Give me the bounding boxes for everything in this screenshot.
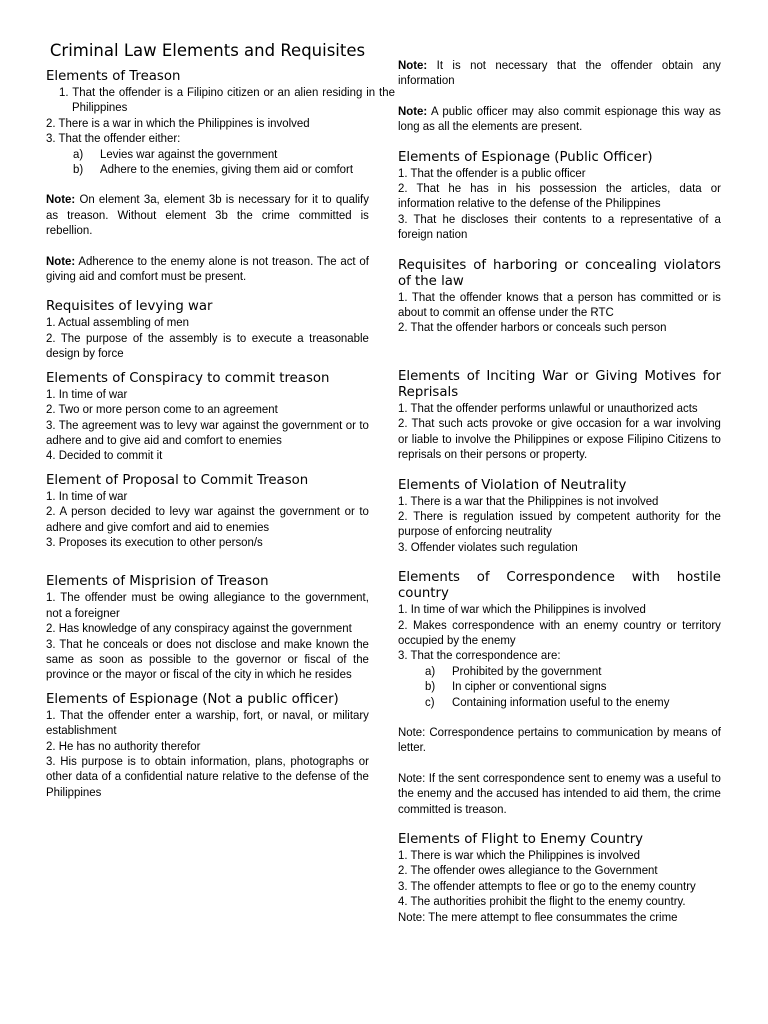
section-espionage-not-public-officer bbox=[46, 692, 369, 800]
list-item: 1. That the offender enter a warship, fort, or naval, or military establishment bbox=[46, 707, 369, 738]
list-item: 1. The offender must be owing allegiance to the government, not a foreigner bbox=[46, 590, 369, 620]
sub-item bbox=[398, 695, 721, 710]
section-conspiracy bbox=[46, 371, 369, 464]
list-item: 1. In time of war bbox=[46, 386, 128, 401]
list-item: 2. He has no authority therefor bbox=[46, 738, 201, 753]
list-item: 2. Makes correspondence with an enemy country or territory occupied by the enemy bbox=[398, 617, 721, 647]
list-item: 3. The agreement was to levy war against the government or to adhere and to give aid and comfort to enemies bbox=[46, 417, 369, 447]
list-item: 2. There is regulation issued by competent authority for the purpose of enforcing neutrality bbox=[398, 508, 721, 539]
note-paragraph: Note: The mere attempt to flee consummates the crime bbox=[398, 909, 678, 924]
note-label: Note: bbox=[398, 103, 428, 118]
list-item: 1. That the offender knows that a person has committed or is about to commit an offense under the RTC bbox=[398, 289, 721, 320]
list-item: 3. Offender violates such regulation bbox=[398, 539, 578, 554]
note-label: Note: bbox=[46, 253, 76, 268]
section-inciting-war bbox=[398, 369, 721, 463]
note-label: Note: bbox=[398, 58, 428, 72]
list-item: 3. That the correspondence are: bbox=[398, 648, 561, 663]
sub-item-text: Levies war against the government bbox=[100, 146, 278, 161]
section-proposal bbox=[46, 473, 369, 551]
list-item: 2. That such acts provoke or give occasion for a war involving or liable to involve the Philippines or expose Filipino Citizens to reprisals on their persons or property. bbox=[398, 416, 721, 462]
section-misprision bbox=[46, 574, 369, 682]
list-item: 3. That he discloses their contents to a representative of a foreign nation bbox=[398, 211, 721, 242]
section-heading: Elements of Misprision of Treason bbox=[46, 574, 269, 590]
section-heading: Elements of Correspondence with hostile country bbox=[398, 570, 721, 602]
sub-item-marker: b) bbox=[425, 679, 436, 694]
note-text: It is not necessary that the offender obtain any information bbox=[398, 58, 721, 88]
list-item: 3. Proposes its execution to other person/s bbox=[46, 534, 263, 549]
list-item: 1. That the offender is a Filipino citizen or an alien residing in the Philippines bbox=[59, 85, 395, 115]
list-item: 2. There is a war in which the Philippines is involved bbox=[46, 115, 310, 130]
list-item: 3. That he conceals or does not disclose and make known the same as soon as possible to the governor or fiscal of the province or the mayor or fiscal of the city in which he resides bbox=[46, 636, 369, 682]
list-item: 2. Has knowledge of any conspiracy against the government bbox=[46, 621, 352, 636]
sub-item-marker: c) bbox=[425, 694, 435, 709]
list-item: 1. There is a war that the Philippines is not involved bbox=[398, 493, 659, 508]
sub-item bbox=[398, 664, 721, 679]
list-item: 2. Two or more person come to an agreement bbox=[46, 402, 278, 417]
note-paragraph bbox=[398, 58, 721, 89]
section-harboring bbox=[398, 258, 721, 336]
section-heading: Elements of Flight to Enemy Country bbox=[398, 832, 644, 847]
list-item: 4. The authorities prohibit the flight to the enemy country. bbox=[398, 894, 686, 909]
sub-item bbox=[46, 162, 369, 177]
section-heading: Elements of Espionage (Not a public officer) bbox=[46, 691, 339, 707]
list-item: 2. The offender owes allegiance to the Government bbox=[398, 863, 658, 878]
section-espionage-public-officer bbox=[398, 150, 721, 243]
section-heading: Requisites of harboring or concealing violators of the law bbox=[398, 257, 721, 289]
list-item: 3. The offender attempts to flee or go to the enemy country bbox=[398, 878, 696, 893]
list-item: 2. That he has in his possession the articles, data or information relative to the defense of the Philippines bbox=[398, 181, 721, 211]
list-item: 2. A person decided to levy war against the government or to adhere and give comfort and aid to enemies bbox=[46, 504, 369, 534]
list-item: 1. In time of war which the Philippines is involved bbox=[398, 602, 646, 617]
section-heading: Element of Proposal to Commit Treason bbox=[46, 472, 309, 488]
note-text: Adherence to the enemy alone is not treason. The act of giving aid and comfort must be present. bbox=[46, 253, 369, 284]
sub-item-marker: a) bbox=[73, 146, 84, 161]
section-correspondence bbox=[398, 570, 721, 817]
note-text: A public officer may also commit espionage this way as long as all the elements are present. bbox=[398, 103, 721, 134]
sub-item-text: Containing information useful to the enemy bbox=[452, 694, 670, 709]
sub-item-marker: a) bbox=[425, 663, 436, 678]
note-label: Note: bbox=[46, 192, 76, 207]
list-item: 1. In time of war bbox=[46, 488, 128, 503]
section-heading: Elements of Inciting War or Giving Motives for Reprisals bbox=[398, 368, 721, 400]
sub-item bbox=[46, 147, 369, 162]
section-heading: Elements of Treason bbox=[46, 69, 181, 84]
sub-item-text: Adhere to the enemies, giving them aid or comfort bbox=[100, 162, 354, 177]
section-heading: Elements of Espionage (Public Officer) bbox=[398, 149, 653, 165]
section-flight bbox=[398, 832, 721, 925]
section-heading: Requisites of levying war bbox=[46, 299, 213, 315]
sub-item bbox=[398, 679, 721, 694]
note-paragraph: Note: Correspondence pertains to communication by means of letter. bbox=[398, 724, 721, 755]
list-item: 1. That the offender performs unlawful or unauthorized acts bbox=[398, 400, 698, 415]
sub-item-text: In cipher or conventional signs bbox=[452, 679, 607, 694]
note-paragraph bbox=[46, 192, 369, 238]
list-item: 3. His purpose is to obtain information, plans, photographs or other data of a confidential nature relative to the defense of the Philippines bbox=[46, 754, 369, 799]
list-item: 1. That the offender is a public officer bbox=[398, 165, 586, 180]
list-item: 3. That the offender either: bbox=[46, 131, 181, 146]
note-paragraph bbox=[398, 104, 721, 135]
note-paragraph: Note: If the sent correspondence sent to enemy was a useful to the enemy and the accused has intended to aid them, the crime committed is treason. bbox=[398, 770, 721, 816]
note-paragraph bbox=[46, 254, 369, 285]
section-heading: Elements of Conspiracy to commit treason bbox=[46, 370, 330, 386]
note-text: On element 3a, element 3b is necessary for it to qualify as treason. Without element 3b the crime committed is rebellion. bbox=[46, 192, 369, 238]
sub-item-marker: b) bbox=[73, 162, 84, 177]
section-heading: Elements of Violation of Neutrality bbox=[398, 477, 627, 493]
page-title: Criminal Law Elements and Requisites bbox=[49, 41, 366, 60]
list-item: 2. That the offender harbors or conceals such person bbox=[398, 320, 667, 335]
right-column bbox=[398, 58, 721, 925]
section-levying-war bbox=[46, 299, 369, 361]
list-item: 1. Actual assembling of men bbox=[46, 315, 190, 330]
list-item: 4. Decided to commit it bbox=[46, 448, 163, 463]
sub-item-text: Prohibited by the government bbox=[452, 663, 602, 678]
list-item: 2. The purpose of the assembly is to execute a treasonable design by force bbox=[46, 330, 369, 361]
left-column bbox=[46, 40, 395, 800]
list-item: 1. There is war which the Philippines is involved bbox=[398, 848, 640, 862]
section-neutrality bbox=[398, 478, 721, 556]
section-treason bbox=[46, 69, 395, 284]
